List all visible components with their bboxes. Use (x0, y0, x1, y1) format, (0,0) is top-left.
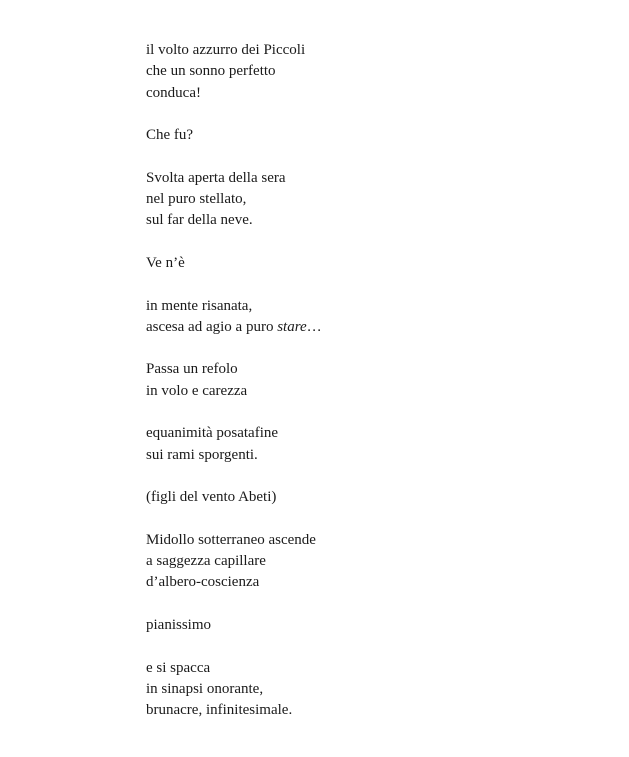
poem-line: che un sonno perfetto (146, 63, 276, 80)
poem-line-with-italic (146, 317, 586, 338)
poem-line: Midollo sotterraneo ascende (146, 531, 316, 548)
stanza-4 (146, 253, 586, 274)
poem-line: in mente risanata, (146, 297, 253, 314)
poem-line: il volto azzurro dei Piccoli (146, 42, 306, 58)
poem-line: e si spacca (146, 659, 211, 676)
poem-line: conduca! (146, 84, 201, 101)
poem-line: brunacre, infinitesimale. (146, 702, 293, 719)
stanza-1 (146, 40, 586, 104)
italic-word: stare (277, 318, 307, 335)
poem-line: Che fu? (146, 127, 194, 144)
stanza-9 (146, 530, 586, 594)
poem-line: sui rami sporgenti. (146, 446, 258, 463)
poem-line: equanimità posatafine (146, 425, 279, 442)
stanza-11 (146, 658, 586, 722)
stanza-2 (146, 125, 586, 146)
poem-line: pianissimo (146, 617, 212, 634)
poem-line: in volo e carezza (146, 382, 248, 399)
stanza-7 (146, 423, 586, 466)
poem-line: Ve n’è (146, 254, 185, 271)
poem-line: sul far della neve. (146, 212, 253, 229)
poem-line: d’albero-coscienza (146, 574, 260, 591)
poem-text (146, 40, 586, 743)
poem-line: a saggezza capillare (146, 553, 266, 570)
poem-line: (figli del vento Abeti) (146, 489, 277, 506)
stanza-5 (146, 296, 586, 339)
ellipsis: … (306, 318, 322, 335)
stanza-10 (146, 615, 586, 636)
stanza-8 (146, 487, 586, 508)
stanza-3 (146, 168, 586, 232)
poem-line-text: ascesa ad agio a puro (146, 318, 278, 335)
stanza-6 (146, 359, 586, 402)
poem-line: Passa un refolo (146, 361, 238, 378)
poem-line: in sinapsi onorante, (146, 680, 264, 697)
poem-line: Svolta aperta della sera (146, 169, 286, 186)
poem-line: nel puro stellato, (146, 191, 247, 208)
